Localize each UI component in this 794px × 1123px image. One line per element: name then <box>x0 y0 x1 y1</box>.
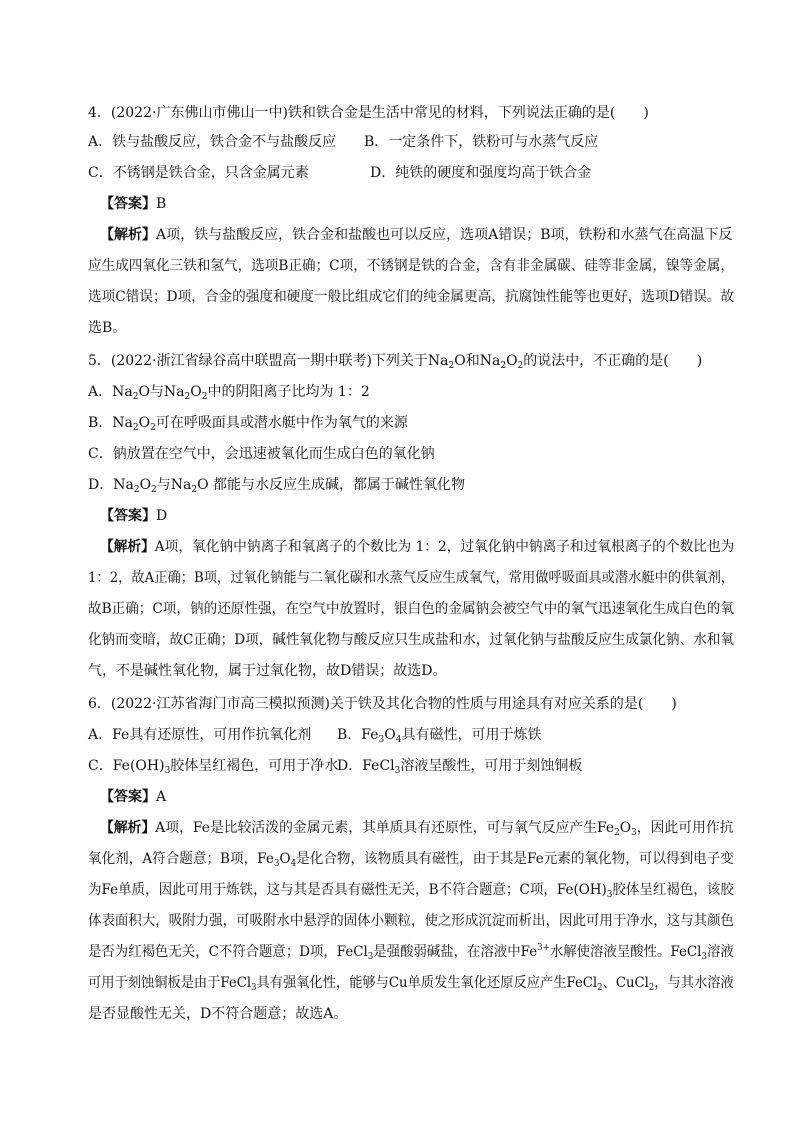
q4-analysis-line-4: 选B。 <box>88 320 127 336</box>
text: O和Na <box>454 353 501 369</box>
answer-tag: 【答案】 <box>100 789 156 805</box>
text: O <box>384 727 396 743</box>
analysis-tag: 【解析】 <box>100 539 155 555</box>
q6-analysis-line-6 <box>88 974 734 992</box>
subscript: 2 <box>614 828 620 838</box>
subscript: 2 <box>151 485 157 495</box>
q5-option-d <box>88 476 465 494</box>
q4-analysis-line-3: 选项C错误；D项，合金的强度和硬度一般比组成它们的纯金属更高，抗腐蚀性能等也更好，选项D错误。故 <box>88 289 735 305</box>
q6-stem: 6．(2022·江苏省海门市高三模拟预测)关于铁及其化合物的性质与用途具有对应关系的是( ) <box>88 696 677 712</box>
subscript: 2 <box>500 361 507 371</box>
subscript: 2 <box>132 392 139 402</box>
answer-value: A <box>156 789 167 805</box>
q4-answer <box>100 195 166 213</box>
q6-answer <box>100 788 166 806</box>
q6-analysis-line-5 <box>88 943 734 961</box>
text: ，因此可用作抗 <box>636 820 734 836</box>
subscript: 3 <box>378 735 385 745</box>
q5-option-b <box>88 414 408 432</box>
text: O <box>506 353 518 369</box>
subscript: 2 <box>132 423 139 433</box>
analysis-tag: 【解析】 <box>100 820 156 836</box>
text: O 都能与水反应生成碱，都属于碱性氧化物 <box>197 477 466 493</box>
q4-option-d: D．纯铁的硬度和强度均高于铁合金 <box>370 165 592 181</box>
text: D．FeCl <box>337 758 395 774</box>
text: 、CuCl <box>602 975 649 991</box>
text: D．Na <box>88 477 134 493</box>
text: 的说法中，不正确的是( ) <box>523 353 703 369</box>
subscript: 2 <box>448 361 455 371</box>
subscript: 3 <box>701 952 707 962</box>
superscript: 3+ <box>537 943 550 953</box>
text: ，与其水溶液 <box>654 975 734 991</box>
answer-value: B <box>156 196 167 212</box>
subscript: 4 <box>395 735 402 745</box>
q5-stem <box>88 352 702 370</box>
analysis-text: A项，铁与盐酸反应，铁合金和盐酸也可以反应，选项A错误；B项，铁粉和水蒸气在高温下反 <box>156 227 733 243</box>
text: C．Fe(OH) <box>88 758 165 774</box>
text: 可用于刻蚀铜板是由于FeCl <box>88 975 252 991</box>
text: O <box>190 384 202 400</box>
subscript: 4 <box>290 859 297 869</box>
text: 可在呼吸面具或潜水艇中作为氧气的来源 <box>155 415 408 431</box>
q5-analysis-line-3: 故B正确；C项，钠的还原性强，在空气中放置时，银白色的金属钠会被空气中的氧气迅速氧化生成白色的氧 <box>88 601 734 617</box>
text: 与Na <box>156 477 192 493</box>
answer-tag: 【答案】 <box>100 508 156 524</box>
q6-analysis-line-3 <box>88 881 734 899</box>
subscript: 3 <box>394 766 401 776</box>
q5-analysis-line-2: 1：2，故A正确；B项，过氧化钠能与二氧化碳和水蒸气反应生成氧气，常用做呼吸面具或潜水艇中的供氧剂， <box>88 570 735 586</box>
answer-value: D <box>156 508 168 524</box>
subscript: 2 <box>191 485 198 495</box>
subscript: 2 <box>133 485 140 495</box>
text: 是强酸弱碱盐，在溶液中Fe <box>373 944 538 960</box>
text: 为Fe单质，因此可用于炼铁，这与其是否具有磁性无关，B不符合题意；C项，Fe(OH) <box>88 882 607 898</box>
text: 溶液呈酸性，可用于刻蚀铜板 <box>400 758 583 774</box>
subscript: 3 <box>367 952 374 962</box>
q5-option-a <box>88 383 370 401</box>
text: 是化合物，该物质具有磁性，由于其是Fe元素的氧化物，可以得到电子变 <box>296 851 734 867</box>
q4-analysis-line-2: 应生成四氧化三铁和氢气，选项B正确；C项，不锈钢是铁的合金，含有非金属碳、硅等非金属，镍等金属， <box>88 258 734 274</box>
subscript: 2 <box>597 983 603 993</box>
text: 5．(2022·浙江省绿谷高中联盟高一期中联考)下列关于Na <box>88 353 449 369</box>
subscript: 2 <box>648 983 655 993</box>
text: B．Na <box>88 415 133 431</box>
analysis-tag: 【解析】 <box>100 227 156 243</box>
text: O <box>619 820 632 836</box>
q4-option-b: B．一定条件下，铁粉可与水蒸气反应 <box>364 134 599 150</box>
subscript: 2 <box>201 392 208 402</box>
q6-analysis-line-1 <box>100 819 734 837</box>
q6-option-a: A．Fe具有还原性，可用作抗氧化剂 <box>88 727 312 743</box>
text: 氧化剂，A符合题意；B项，Fe <box>88 851 274 867</box>
q4-analysis-line-1 <box>100 226 733 244</box>
text: A．Na <box>88 384 133 400</box>
text: A项，Fe是比较活泼的金属元素，其单质具有还原性，可与氧气反应产生Fe <box>155 820 615 836</box>
text: 胶体呈红褐色，可用于净水 <box>170 758 339 774</box>
subscript: 3 <box>164 766 171 776</box>
text: 溶液 <box>706 944 734 960</box>
q6-option-d <box>337 757 582 775</box>
text: O <box>279 851 291 867</box>
text: 中的阴阳离子比均为 1：2 <box>207 384 370 400</box>
q5-option-c: C．钠放置在空气中，会迅速被氧化而生成白色的氧化钠 <box>88 446 435 462</box>
q4-option-c: C．不锈钢是铁合金，只含金属元素 <box>88 165 309 181</box>
text: O与Na <box>138 384 185 400</box>
text: 具有磁性，可用于炼铁 <box>401 727 542 743</box>
text: O <box>138 415 151 431</box>
text: 是否为红褐色无关，C不符合题意；D项，FeCl <box>88 944 368 960</box>
text: 胶体呈红褐色，该胶 <box>612 882 734 898</box>
q6-option-b <box>337 726 541 744</box>
subscript: 3 <box>631 828 637 838</box>
text: B．Fe <box>337 727 379 743</box>
q5-analysis-line-4: 化钠而变暗，故C正确；D项，碱性氧化物与酸反应只生成盐和水，过氧化钠与盐酸反应生成氯化钠、水和氧 <box>88 632 734 648</box>
subscript: 2 <box>517 361 524 371</box>
text: O <box>139 477 152 493</box>
q6-analysis-line-7: 是否显酸性无关，D不符合题意；故选A。 <box>88 1006 348 1022</box>
subscript: 3 <box>606 890 613 900</box>
subscript: 3 <box>251 983 257 993</box>
q4-stem: 4．(2022·广东佛山市佛山一中)铁和铁合金是生活中常见的材料，下列说法正确的是( ) <box>88 105 649 121</box>
q6-analysis-line-4: 体表面积大，吸附力强，可吸附水中悬浮的固体小颗粒，使之形成沉淀而析出，因此可用于净水，这与其颜色 <box>88 913 734 929</box>
q6-option-c <box>88 757 338 775</box>
q4-option-a: A．铁与盐酸反应，铁合金不与盐酸反应 <box>88 134 337 150</box>
q6-analysis-line-2 <box>88 850 734 868</box>
answer-tag: 【答案】 <box>100 196 156 212</box>
q5-analysis-line-5: 气，不是碱性氧化物，属于过氧化物，故D错误；故选D。 <box>88 663 447 679</box>
q5-answer <box>100 507 167 525</box>
subscript: 2 <box>150 423 156 433</box>
q5-analysis-line-1 <box>100 538 734 556</box>
subscript: 2 <box>184 392 191 402</box>
subscript: 3 <box>273 859 280 869</box>
analysis-text: A项，氧化钠中钠离子和氧离子的个数比为 1：2，过氧化钠中钠离子和过氧根离子的个数比也为 <box>154 539 735 555</box>
text: 具有强氧化性，能够与Cu单质发生氧化还原反应产生FeCl <box>256 975 598 991</box>
text: 水解使溶液呈酸性。FeCl <box>549 944 702 960</box>
